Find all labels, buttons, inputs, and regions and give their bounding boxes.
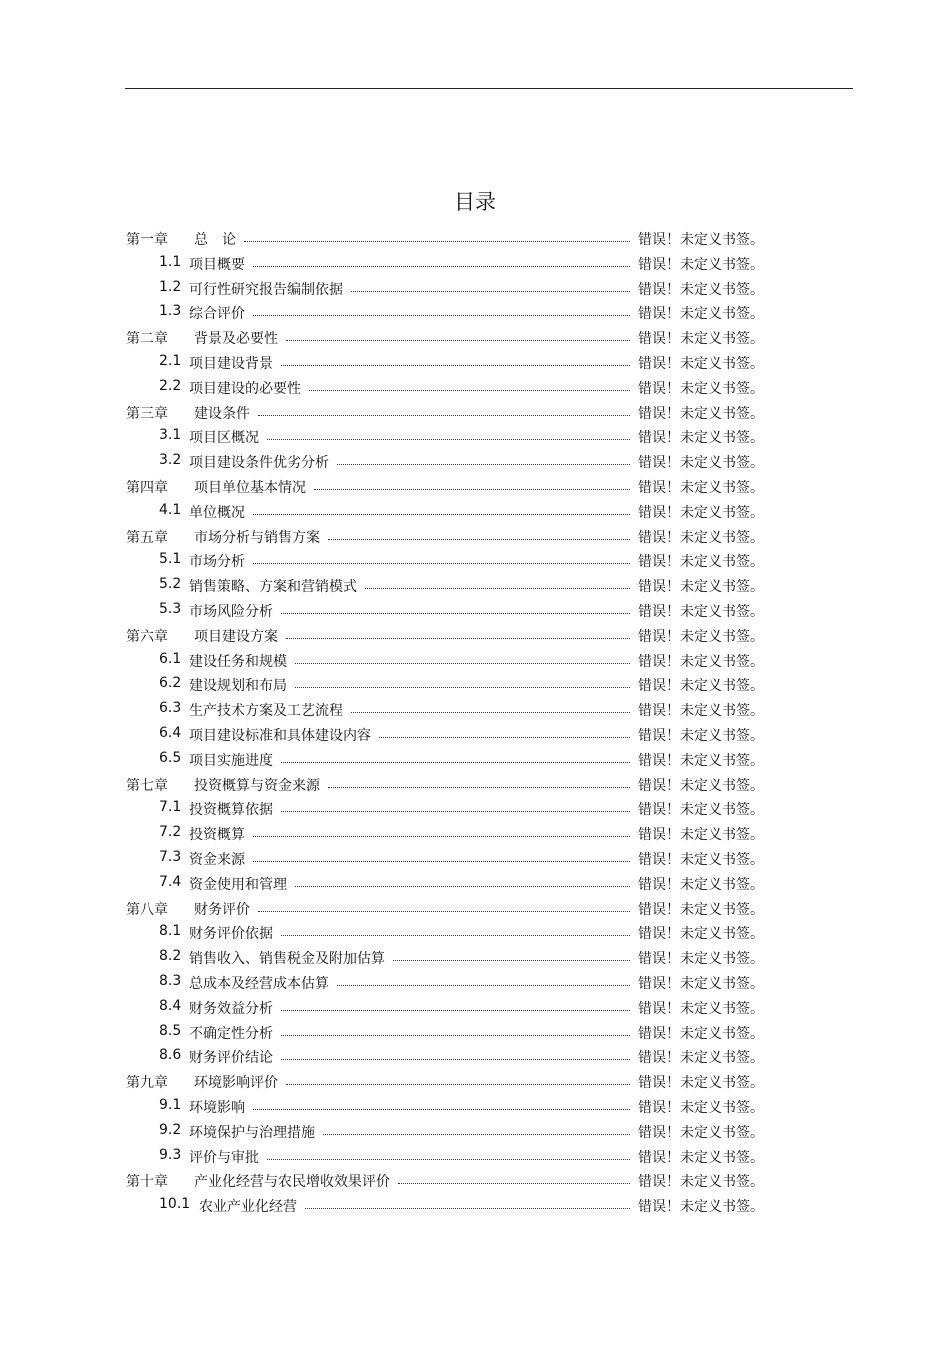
- toc-entry-label: 资金使用和管理: [189, 876, 287, 893]
- toc-page-reference: 错误！未定义书签。: [638, 802, 764, 819]
- toc-entry-number: 第五章: [126, 529, 168, 546]
- toc-entry[interactable]: [0, 697, 950, 722]
- toc-entry-number: 8.4: [159, 997, 182, 1014]
- toc-page-reference: 错误！未定义书签。: [638, 1050, 764, 1067]
- toc-entry-number: 2.1: [159, 353, 182, 369]
- toc-entry[interactable]: [0, 1094, 950, 1119]
- toc-entry-label: 环境保护与治理措施: [189, 1124, 315, 1141]
- toc-dot-leader: [253, 514, 630, 515]
- toc-entry-label: 资金来源: [189, 852, 245, 868]
- toc-entry[interactable]: [0, 871, 950, 896]
- toc-entry-number: 5.3: [159, 601, 182, 617]
- toc-page-reference: 错误！未定义书签。: [638, 926, 764, 943]
- toc-dot-leader: [351, 291, 630, 292]
- toc-entry[interactable]: [0, 325, 950, 350]
- toc-entry-label: 评价与审批: [189, 1149, 259, 1166]
- toc-dot-leader: [328, 787, 630, 788]
- toc-entry-number: 第九章: [126, 1075, 168, 1092]
- toc-entry[interactable]: [0, 821, 950, 846]
- toc-page-reference: 错误！未定义书签。: [638, 653, 764, 670]
- toc-entry[interactable]: [0, 1020, 950, 1045]
- toc-entry-number: 第十章: [126, 1174, 168, 1191]
- toc-dot-leader: [323, 1134, 630, 1135]
- toc-entry-number: 1.3: [159, 303, 182, 320]
- toc-dot-leader: [281, 762, 630, 763]
- toc-entry-label: 综合评价: [189, 306, 245, 323]
- toc-entry[interactable]: [0, 970, 950, 995]
- toc-entry-label: 项目建设背景: [189, 356, 273, 372]
- toc-entry-number: 6.5: [159, 749, 182, 766]
- toc-entry[interactable]: [0, 846, 950, 871]
- toc-entry-label: 项目建设方案: [194, 628, 278, 645]
- toc-entry-label: 财务评价: [194, 901, 250, 918]
- toc-entry-number: 9.3: [159, 1146, 182, 1163]
- toc-entry[interactable]: [0, 648, 950, 673]
- toc-entry-label: 投资概算与资金来源: [194, 777, 320, 794]
- toc-page-reference: 错误！未定义书签。: [638, 678, 764, 695]
- toc-entry-label: 财务评价结论: [189, 1050, 273, 1067]
- toc-page-reference: 错误！未定义书签。: [638, 1199, 764, 1216]
- toc-entry-label: 建设条件: [194, 405, 250, 422]
- toc-entry-number: 8.5: [159, 1022, 182, 1039]
- toc-entry[interactable]: [0, 548, 950, 573]
- toc-entry[interactable]: [0, 300, 950, 325]
- toc-entry-label: 项目实施进度: [189, 752, 273, 769]
- toc-entry[interactable]: [0, 350, 950, 375]
- toc-entry-number: 1.1: [159, 253, 182, 270]
- toc-page-reference: 错误！未定义书签。: [638, 852, 764, 868]
- toc-dot-leader: [295, 886, 630, 887]
- toc-entry[interactable]: [0, 1119, 950, 1144]
- toc-dot-leader: [379, 737, 630, 738]
- toc-page-reference: 错误！未定义书签。: [638, 504, 764, 521]
- toc-entry[interactable]: [0, 424, 950, 449]
- toc-entry-number: 2.2: [159, 377, 182, 394]
- toc-page-reference: 错误！未定义书签。: [638, 1149, 764, 1166]
- toc-entry-label: 环境影响: [189, 1100, 245, 1116]
- toc-entry-number: 8.1: [159, 923, 182, 940]
- toc-dot-leader: [281, 935, 630, 936]
- toc-dot-leader: [398, 1183, 630, 1184]
- toc-entry-number: 第四章: [126, 480, 168, 496]
- toc-entry-label: 财务效益分析: [189, 1000, 273, 1017]
- toc-dot-leader: [267, 1159, 630, 1160]
- toc-entry-label: 项目建设的必要性: [189, 380, 301, 397]
- toc-dot-leader: [351, 712, 630, 713]
- toc-page-reference: 错误！未定义书签。: [638, 455, 764, 472]
- toc-entry-label: 生产技术方案及工艺流程: [189, 703, 343, 720]
- toc-entry-number: 7.1: [159, 799, 182, 816]
- toc-page-reference: 错误！未定义书签。: [638, 480, 764, 496]
- toc-entry-number: 4.1: [159, 501, 182, 518]
- toc-dot-leader: [305, 1208, 630, 1209]
- toc-entry[interactable]: [0, 499, 950, 524]
- toc-entry-number: 6.2: [159, 675, 182, 692]
- toc-entry[interactable]: [0, 796, 950, 821]
- toc-page-reference: 错误！未定义书签。: [638, 430, 764, 447]
- toc-entry-label: 投资概算依据: [189, 802, 273, 819]
- toc-entry-label: 农业产业化经营: [199, 1199, 297, 1216]
- toc-entry-label: 可行性研究报告编制依据: [189, 281, 343, 298]
- toc-entry[interactable]: [0, 449, 950, 474]
- toc-dot-leader: [253, 836, 630, 837]
- toc-entry-label: 建设任务和规模: [189, 653, 287, 670]
- toc-page-reference: 错误！未定义书签。: [638, 901, 764, 918]
- toc-entry-label: 产业化经营与农民增收效果评价: [194, 1174, 390, 1191]
- toc-entry[interactable]: [0, 896, 950, 921]
- toc-entry-number: 3.1: [159, 427, 182, 444]
- toc-entry-number: 9.1: [159, 1097, 182, 1113]
- toc-dot-leader: [253, 861, 630, 862]
- toc-page-reference: 错误！未定义书签。: [638, 256, 764, 273]
- toc-entry-number: 7.4: [159, 873, 182, 890]
- toc-entry[interactable]: [0, 474, 950, 499]
- toc-page-reference: 错误！未定义书签。: [638, 1124, 764, 1141]
- toc-entry[interactable]: [0, 226, 950, 251]
- toc-entry-label: 项目单位基本情况: [194, 480, 306, 496]
- toc-page-reference: 错误！未定义书签。: [638, 232, 764, 248]
- toc-entry-label: 销售收入、销售税金及附加估算: [189, 951, 385, 968]
- toc-dot-leader: [295, 663, 630, 664]
- toc-dot-leader: [253, 266, 630, 267]
- toc-dot-leader: [281, 811, 630, 812]
- toc-page-reference: 错误！未定义书签。: [638, 579, 764, 596]
- toc-entry[interactable]: [0, 375, 950, 400]
- toc-page-reference: 错误！未定义书签。: [638, 1100, 764, 1116]
- toc-dot-leader: [281, 1010, 630, 1011]
- toc-page-reference: 错误！未定义书签。: [638, 554, 764, 571]
- toc-entry-label: 市场风险分析: [189, 604, 273, 620]
- toc-page-reference: 错误！未定义书签。: [638, 405, 764, 422]
- toc-dot-leader: [253, 315, 630, 316]
- toc-page-reference: 错误！未定义书签。: [638, 777, 764, 794]
- toc-entry-label: 背景及必要性: [194, 331, 278, 348]
- toc-entry-number: 7.2: [159, 824, 182, 841]
- toc-page-reference: 错误！未定义书签。: [638, 728, 764, 744]
- toc-entry[interactable]: [0, 573, 950, 598]
- toc-entry-label: 环境影响评价: [194, 1075, 278, 1092]
- toc-entry-number: 6.4: [159, 725, 182, 741]
- toc-entry-number: 第八章: [126, 901, 168, 918]
- toc-entry-label: 销售策略、方案和营销模式: [189, 579, 357, 596]
- toc-entry-number: 第二章: [126, 331, 168, 348]
- toc-dot-leader: [244, 241, 630, 242]
- toc-page-reference: 错误！未定义书签。: [638, 604, 764, 620]
- toc-entry-label: 投资概算: [189, 827, 245, 844]
- toc-dot-leader: [267, 439, 630, 440]
- toc-entry[interactable]: [0, 1168, 950, 1193]
- toc-dot-leader: [281, 1035, 630, 1036]
- toc-dot-leader: [314, 489, 630, 490]
- toc-entry-number: 7.3: [159, 849, 182, 865]
- toc-page-reference: 错误！未定义书签。: [638, 951, 764, 968]
- toc-entry-number: 6.3: [159, 700, 182, 717]
- toc-dot-leader: [253, 1109, 630, 1110]
- toc-entry-label: 项目区概况: [189, 430, 259, 447]
- toc-page-reference: 错误！未定义书签。: [638, 876, 764, 893]
- toc-entry[interactable]: [0, 623, 950, 648]
- toc-dot-leader: [286, 1084, 630, 1085]
- toc-page-reference: 错误！未定义书签。: [638, 1025, 764, 1042]
- toc-page-reference: 错误！未定义书签。: [638, 1075, 764, 1092]
- toc-dot-leader: [281, 365, 630, 366]
- toc-entry-label: 不确定性分析: [189, 1025, 273, 1042]
- toc-entry[interactable]: [0, 598, 950, 623]
- toc-entry[interactable]: [0, 1044, 950, 1069]
- toc-entry-number: 8.2: [159, 948, 182, 965]
- toc-entry-number: 第三章: [126, 405, 168, 422]
- toc-entry[interactable]: [0, 276, 950, 301]
- toc-dot-leader: [295, 687, 630, 688]
- toc-entry-number: 5.2: [159, 576, 182, 593]
- toc-entry-number: 第七章: [126, 777, 168, 794]
- toc-entry[interactable]: [0, 945, 950, 970]
- toc-page-reference: 错误！未定义书签。: [638, 356, 764, 372]
- toc-dot-leader: [328, 539, 630, 540]
- toc-page-reference: 错误！未定义书签。: [638, 827, 764, 844]
- toc-entry-number: 10.1: [159, 1196, 191, 1213]
- toc-dot-leader: [365, 588, 630, 589]
- toc-entry-label: 单位概况: [189, 504, 245, 521]
- toc-dot-leader: [393, 960, 630, 961]
- toc-title: 目录: [454, 190, 496, 214]
- toc-entry[interactable]: [0, 400, 950, 425]
- toc-dot-leader: [286, 638, 630, 639]
- toc-entry-number: 5.1: [159, 551, 182, 568]
- toc-entry-number: 8.6: [159, 1047, 182, 1064]
- toc-page-reference: 错误！未定义书签。: [638, 976, 764, 992]
- toc-dot-leader: [281, 613, 630, 614]
- toc-dot-leader: [337, 985, 630, 986]
- toc-entry-number: 3.2: [159, 452, 182, 469]
- toc-entry-number: 8.3: [159, 973, 182, 989]
- toc-page-reference: 错误！未定义书签。: [638, 1000, 764, 1017]
- toc-entry-label: 总成本及经营成本估算: [189, 976, 329, 992]
- toc-entry-label: 项目建设条件优劣分析: [189, 455, 329, 472]
- toc-entry-number: 第六章: [126, 628, 168, 645]
- toc-entry[interactable]: [0, 995, 950, 1020]
- toc-page-reference: 错误！未定义书签。: [638, 703, 764, 720]
- toc-entry-label: 建设规划和布局: [189, 678, 287, 695]
- toc-dot-leader: [337, 464, 630, 465]
- toc-entry-number: 第一章: [126, 232, 168, 248]
- toc-page-reference: 错误！未定义书签。: [638, 306, 764, 323]
- toc-entry-number: 6.1: [159, 650, 182, 667]
- toc-entry[interactable]: [0, 747, 950, 772]
- toc-dot-leader: [253, 563, 630, 564]
- toc-entry-label: 财务评价依据: [189, 926, 273, 943]
- toc-entry-number: 9.2: [159, 1121, 182, 1138]
- toc-page-reference: 错误！未定义书签。: [638, 752, 764, 769]
- toc-entry-label: 项目建设标准和具体建设内容: [189, 728, 371, 744]
- toc-entry-label: 总 论: [194, 232, 236, 248]
- toc-page-reference: 错误！未定义书签。: [638, 529, 764, 546]
- toc-entry-label: 市场分析与销售方案: [194, 529, 320, 546]
- toc-dot-leader: [309, 390, 630, 391]
- toc-page-reference: 错误！未定义书签。: [638, 281, 764, 298]
- toc-dot-leader: [281, 1059, 630, 1060]
- toc-entry[interactable]: [0, 772, 950, 797]
- toc-page-reference: 错误！未定义书签。: [638, 331, 764, 348]
- toc-entry-label: 市场分析: [189, 554, 245, 571]
- header-rule: [125, 88, 853, 89]
- toc-entry[interactable]: [0, 920, 950, 945]
- toc-page-reference: 错误！未定义书签。: [638, 1174, 764, 1191]
- toc-dot-leader: [286, 340, 630, 341]
- toc-entry[interactable]: [0, 1193, 950, 1218]
- toc-entry[interactable]: [0, 672, 950, 697]
- toc-page-reference: 错误！未定义书签。: [638, 380, 764, 397]
- toc-entry[interactable]: [0, 1144, 950, 1169]
- toc-entry-label: 项目概要: [189, 256, 245, 273]
- toc-page-reference: 错误！未定义书签。: [638, 628, 764, 645]
- toc-entry[interactable]: [0, 524, 950, 549]
- toc-entry[interactable]: [0, 251, 950, 276]
- toc-entry-number: 1.2: [159, 278, 182, 295]
- toc-dot-leader: [258, 911, 630, 912]
- toc-entry[interactable]: [0, 1069, 950, 1094]
- toc-dot-leader: [258, 415, 630, 416]
- toc-entry[interactable]: [0, 722, 950, 747]
